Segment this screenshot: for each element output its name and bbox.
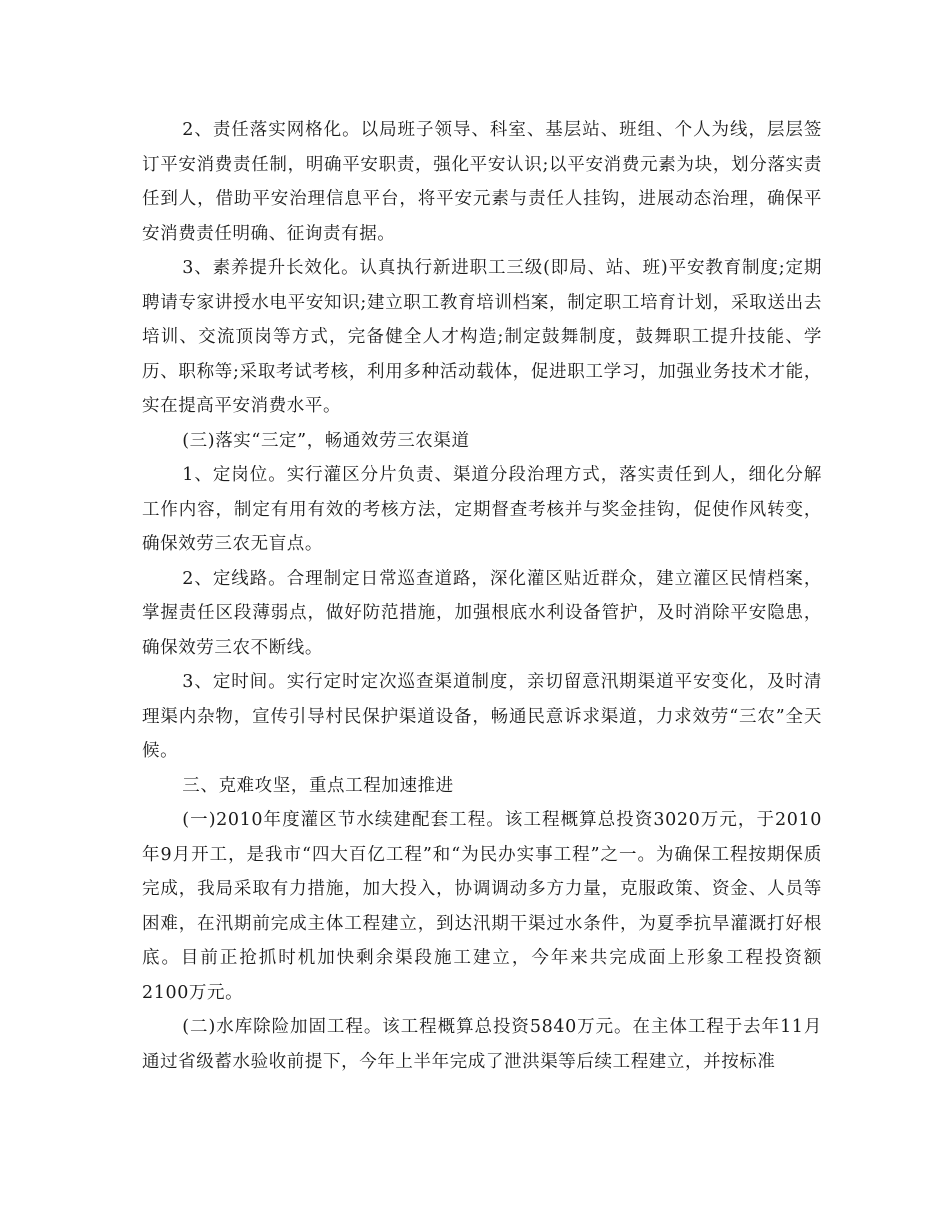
document-body: [142, 113, 822, 1079]
paragraph-fixed-posts: 1、定岗位。实行灌区分片负责、渠道分段治理方式，落实责任到人，细化分解工作内容，制定有用有效的考核方法，定期督查考核并与奖金挂钩，促使作风转变，确保效劳三农无盲点。: [142, 465, 822, 554]
paragraph-fixed-times: 3、定时间。实行定时定次巡查渠道制度，亲切留意汛期渠道平安变化，及时清理渠内杂物，宣传引导村民保护渠道设备，畅通民意诉求渠道，力求效劳“三农”全天候。: [142, 672, 822, 761]
paragraph-fixed-routes: 2、定线路。合理制定日常巡查道路，深化灌区贴近群众，建立灌区民情档案，掌握责任区段薄弱点，做好防范措施，加强根底水利设备管护，及时消除平安隐患，确保效劳三农不断线。: [142, 568, 822, 658]
paragraph-irrigation-project: (一)2010年度灌区节水续建配套工程。该工程概算总投资3020万元，于2010年9月开工，是我市“四大百亿工程”和“为民办实事工程”之一。为确保工程按期保质完成，我局采取有力措施，加大投入，协调调动多方力量，克服政策、资金、人员等困难，在汛期前完成主体工程建立，到达汛期干渠过水条件，为夏季抗旱灌溉打好根底。目前正抢抓时机加快剩余渠段施工建立，今年来共完成面上形象工程投资额2100万元。: [142, 810, 822, 1003]
paragraph-quality-improvement: 3、素养提升长效化。认真执行新进职工三级(即局、站、班)平安教育制度;定期聘请专家讲授水电平安知识;建立职工教育培训档案，制定职工培育计划，采取送出去培训、交流顶岗等方式，完备健全人才构造;制定鼓舞制度，鼓舞职工提升技能、学历、职称等;采取考试考核，利用多种活动载体，促进职工学习，加强业务技术才能，实在提高平安消费水平。: [142, 258, 822, 416]
heading-key-projects: 三、克难攻坚，重点工程加速推进: [182, 775, 454, 796]
paragraph-reservoir-project: (二)水库除险加固工程。该工程概算总投资5840万元。在主体工程于去年11月通过省级蓄水验收前提下，今年上半年完成了泄洪渠等后续工程建立，并按标准: [142, 1017, 822, 1072]
heading-three-fixes: (三)落实“三定”，畅通效劳三农渠道: [182, 430, 470, 451]
paragraph-grid-responsibility: 2、责任落实网格化。以局班子领导、科室、基层站、班组、个人为线，层层签订平安消费责任制，明确平安职责，强化平安认识;以平安消费元素为块，划分落实责任到人，借助平安治理信息平台，将平安元素与责任人挂钩，进展动态治理，确保平安消费责任明确、征询责有据。: [142, 120, 822, 244]
